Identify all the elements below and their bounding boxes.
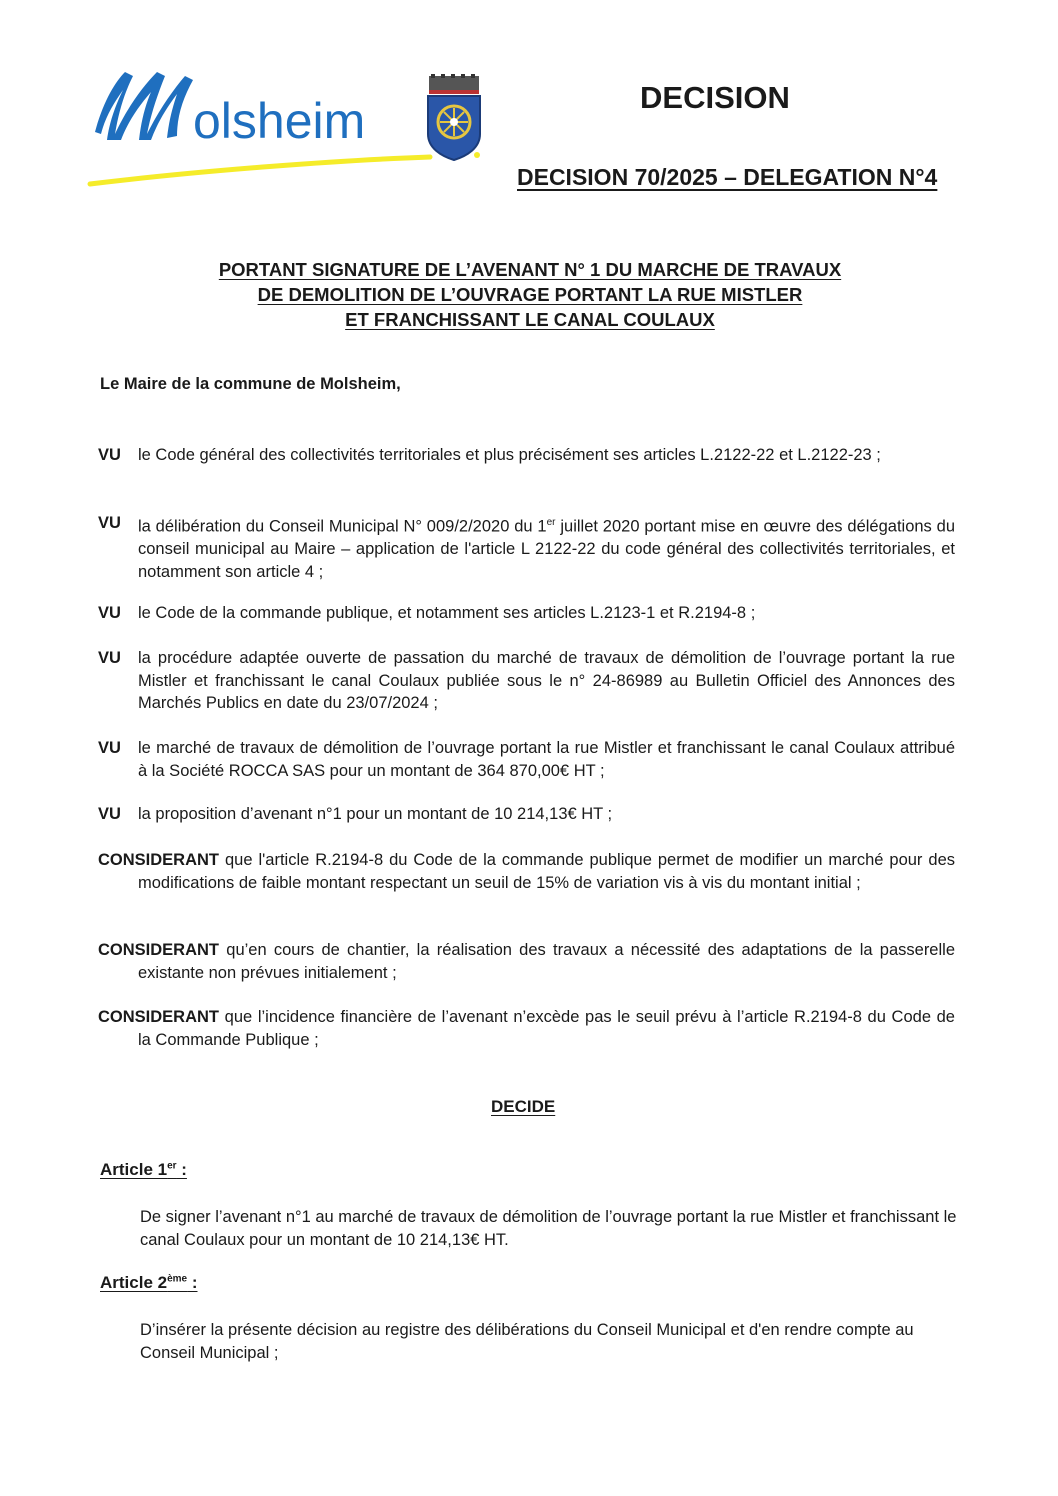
clause-keyword: VU	[98, 805, 121, 823]
clause-keyword: VU	[98, 604, 121, 622]
clause-keyword: VU	[98, 739, 121, 757]
clause-keyword: VU	[98, 446, 121, 464]
clause-keyword: CONSIDERANT	[98, 1008, 220, 1026]
article-title-text: Article 1	[100, 1160, 168, 1179]
decision-subject	[150, 257, 910, 332]
clause-text: le Code de la commande publique, et notamment ses articles L.2123-1 et R.2194-8 ;	[138, 604, 756, 622]
clause-text: la procédure adaptée ouverte de passation du marché de travaux de démolition de l’ouvrage portant la rue Mistler et franchissant le canal Coulaux publiée sous le n° 24-86989 au Bulletin Officiel des Annonces des Marchés Publics en date du 23/07/2024 ;	[138, 649, 955, 712]
article-1-title	[100, 1160, 187, 1180]
clause-text	[138, 512, 955, 583]
article-title-suffix: :	[176, 1160, 187, 1179]
clause-text: qu’en cours de chantier, la réalisation des travaux a nécessité des adaptations de la passerelle existante non prévues initialement ;	[138, 941, 955, 982]
clause-keyword: CONSIDERANT	[98, 851, 220, 869]
clause-text-part: juillet 2020 portant mise en œuvre des délégations du conseil municipal au Maire – application de l'article L 2122-22 du code général des collectivités territoriales, et notamment son article 4 ;	[138, 517, 956, 581]
considerant-clause	[98, 1006, 955, 1051]
considerant-clause	[98, 849, 955, 894]
article-title-suffix: :	[187, 1273, 198, 1292]
subject-line: PORTANT SIGNATURE DE L’AVENANT N° 1 DU MARCHE DE TRAVAUX	[218, 259, 842, 280]
article-2-title	[100, 1273, 198, 1293]
document-type-title: DECISION	[640, 80, 790, 115]
clause-text: le Code général des collectivités territoriales et plus précisément ses articles L.2122-22 et L.2122-23 ;	[138, 446, 881, 464]
molsheim-logo: olsheim	[85, 62, 505, 192]
subject-line: DE DEMOLITION DE L’OUVRAGE PORTANT LA RUE MISTLER	[257, 284, 803, 305]
clause-text: le marché de travaux de démolition de l’ouvrage portant la rue Mistler et franchissant le canal Coulaux attribué à la Société ROCCA SAS pour un montant de 364 870,00€ HT ;	[138, 739, 955, 780]
clause-keyword: VU	[98, 514, 121, 532]
clause-keyword: VU	[98, 649, 121, 667]
superscript: ème	[167, 1273, 188, 1285]
superscript: er	[167, 1160, 177, 1172]
clause-keyword: CONSIDERANT	[98, 941, 220, 959]
article-1-text: De signer l’avenant n°1 au marché de travaux de démolition de l’ouvrage portant la rue Mistler et franchissant le canal Coulaux pour un montant de 10 214,13€ HT.	[140, 1208, 957, 1249]
clause-text: que l'article R.2194-8 du Code de la commande publique permet de modifier un marché pour des modifications de faible montant respectant un seuil de 15% de variation vis à vis du montant initial ;	[138, 851, 955, 892]
superscript: er	[546, 517, 556, 528]
mayor-preamble: Le Maire de la commune de Molsheim,	[100, 375, 401, 393]
clause-text-part: la délibération du Conseil Municipal N° 009/2/2020 du 1	[138, 517, 547, 536]
decision-number: DECISION 70/2025 – DELEGATION N°4	[517, 164, 938, 190]
article-2-text: D’insérer la présente décision au registre des délibérations du Conseil Municipal et d'en rendre compte au Conseil Municipal ;	[140, 1321, 914, 1362]
coat-of-arms-icon	[423, 74, 485, 162]
article-title-text: Article 2	[100, 1273, 168, 1292]
clause-text: la proposition d’avenant n°1 pour un montant de 10 214,13€ HT ;	[138, 805, 613, 823]
decide-heading: DECIDE	[491, 1097, 556, 1116]
subject-line: ET FRANCHISSANT LE CANAL COULAUX	[345, 309, 715, 330]
clause-text: que l’incidence financière de l’avenant n’excède pas le seuil prévu à l’article R.2194-8 du Code de la Commande Publique ;	[138, 1008, 955, 1049]
considerant-clause	[98, 939, 955, 984]
